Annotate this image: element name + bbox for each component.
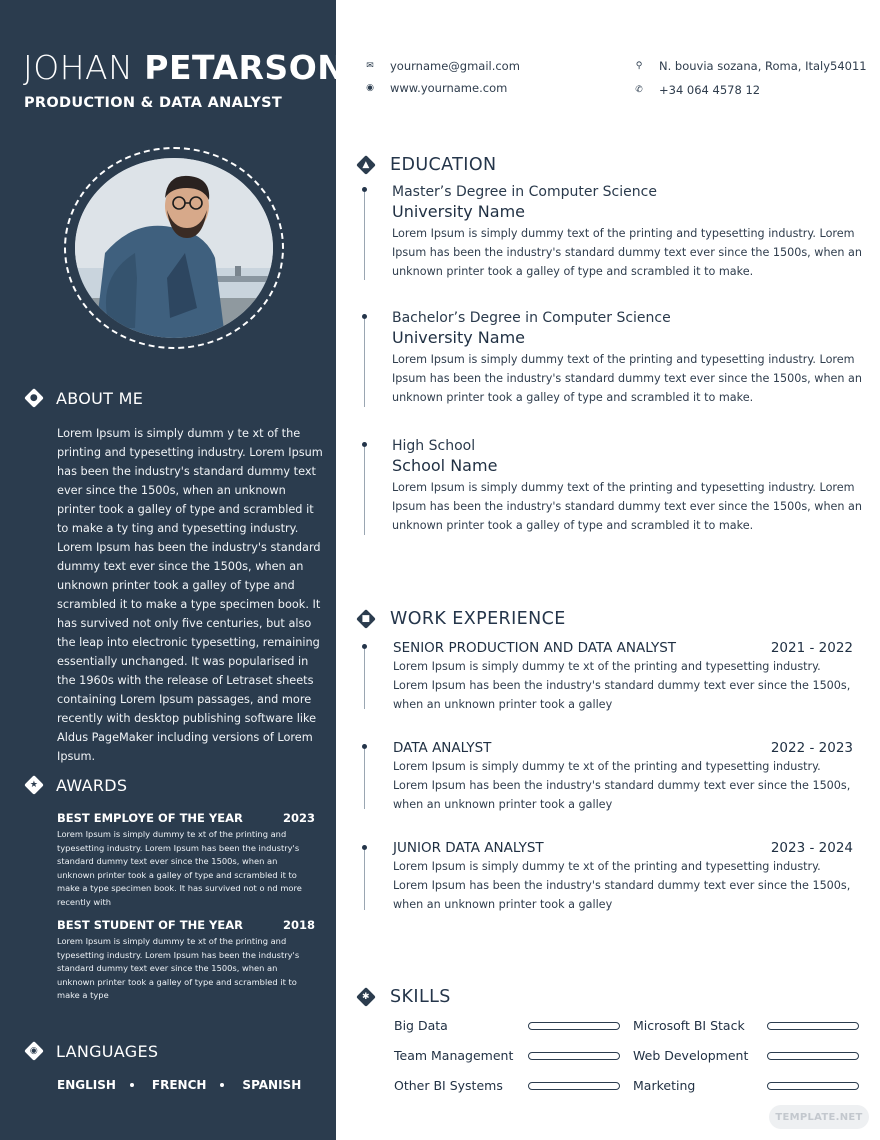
globe-icon: ◉ — [366, 83, 374, 93]
education-item — [392, 184, 870, 281]
languages-heading — [24, 1041, 158, 1061]
skill-item — [394, 1048, 620, 1063]
school-name: School Name — [392, 456, 498, 475]
award-year: 2018 — [282, 918, 315, 932]
education-heading — [356, 155, 497, 175]
job-years: 2021 - 2022 — [770, 640, 853, 656]
experience-title: WORK EXPERIENCE — [390, 609, 566, 629]
degree: Master’s Degree in Computer Science — [392, 184, 657, 200]
award-name: BEST STUDENT OF THE YEAR — [57, 918, 243, 932]
timeline-line — [364, 850, 365, 910]
job-item — [393, 840, 853, 914]
languages-list — [57, 1078, 301, 1092]
profile-photo-illustration — [75, 158, 273, 338]
gear-icon: ✱ — [356, 987, 376, 1007]
awards-title: AWARDS — [56, 775, 128, 795]
candidate-name — [23, 48, 345, 87]
website-text: www.yourname.com — [390, 81, 508, 95]
award-name: BEST EMPLOYE OF THE YEAR — [57, 811, 243, 825]
timeline-line — [364, 749, 365, 809]
about-heading — [24, 388, 143, 408]
email-text: yourname@gmail.com — [390, 59, 520, 73]
contact-phone — [633, 83, 760, 97]
sidebar — [0, 0, 346, 1140]
job-desc: Lorem Ipsum is simply dummy te xt of the printing and typesetting industry. Lorem Ipsum has been the industry's standard dummy text ever since the 1500s, when an unknown printer took a galley — [393, 860, 851, 911]
award-year: 2023 — [282, 811, 315, 825]
award-icon: ★ — [24, 775, 44, 795]
briefcase-icon: ■ — [356, 609, 376, 629]
skill-name: Marketing — [633, 1078, 696, 1093]
education-desc: Lorem Ipsum is simply dummy text of the printing and typesetting industry. Lorem Ipsum has been the industry's standard dummy text ever since the 1500s, when an unknown printer took a galley of type and scrambled it to make. — [392, 481, 863, 532]
skill-name: Team Management — [394, 1048, 514, 1063]
globe-icon: ◉ — [24, 1041, 44, 1061]
contact-website — [364, 81, 507, 95]
school-name: University Name — [392, 328, 525, 347]
skill-item — [394, 1018, 620, 1033]
education-item — [392, 310, 870, 407]
skill-name: Microsoft BI Stack — [633, 1018, 745, 1033]
job-title: PRODUCTION & DATA ANALYST — [24, 95, 283, 111]
timeline-line — [364, 192, 365, 280]
skill-bar — [767, 1022, 859, 1030]
separator-dot — [220, 1083, 224, 1087]
separator-dot — [130, 1083, 134, 1087]
degree: High School — [392, 438, 476, 454]
timeline-line — [364, 447, 365, 535]
education-desc: Lorem Ipsum is simply dummy text of the printing and typesetting industry. Lorem Ipsum has been the industry's standard dummy text ever since the 1500s, when an unknown printer took a galley of type and scrambled it to make. — [392, 353, 863, 404]
skill-name: Big Data — [394, 1018, 448, 1033]
award-item — [57, 811, 315, 910]
education-title: EDUCATION — [390, 155, 497, 175]
envelope-icon: ✉ — [366, 61, 374, 71]
skills-title: SKILLS — [390, 987, 451, 1007]
education-desc: Lorem Ipsum is simply dummy text of the printing and typesetting industry. Lorem Ipsum has been the industry's standard dummy text ever since the 1500s, when an unknown printer took a galley of type and scrambled it to make. — [392, 227, 863, 278]
skill-item — [633, 1018, 859, 1033]
experience-heading — [356, 609, 566, 629]
map-pin-icon: ⚲ — [635, 61, 643, 71]
job-years: 2023 - 2024 — [770, 840, 853, 856]
first-name: JOHAN — [23, 48, 134, 87]
skill-name: Web Development — [633, 1048, 749, 1063]
school-name: University Name — [392, 202, 525, 221]
languages-title: LANGUAGES — [56, 1041, 159, 1061]
education-item — [392, 438, 870, 535]
last-name: PETARSON — [144, 48, 346, 87]
skill-bar — [767, 1082, 859, 1090]
job-position: DATA ANALYST — [393, 740, 492, 756]
job-item — [393, 640, 853, 714]
award-item — [57, 918, 315, 1003]
language-item: FRENCH — [151, 1078, 207, 1092]
contact-address — [633, 59, 867, 73]
skill-bar — [528, 1082, 620, 1090]
phone-text: +34 064 4578 12 — [659, 83, 761, 97]
language-item: SPANISH — [242, 1078, 302, 1092]
watermark: TEMPLATE.NET — [769, 1105, 869, 1129]
skill-item — [394, 1078, 620, 1093]
skills-heading — [356, 987, 451, 1007]
degree: Bachelor’s Degree in Computer Science — [392, 310, 671, 326]
job-position: SENIOR PRODUCTION AND DATA ANALYST — [393, 640, 677, 656]
job-item — [393, 740, 853, 814]
awards-heading — [24, 775, 127, 795]
profile-photo — [75, 158, 273, 338]
award-desc: Lorem Ipsum is simply dummy te xt of the printing and typesetting industry. Lorem Ipsum has been the industry's standard dummy text ever since the 1500s, when an unknown printer took a galley of type and scrambled it to make a type specimen book. It has survived not o nd more recently with — [57, 829, 302, 907]
timeline-line — [364, 319, 365, 407]
address-text: N. bouvia sozana, Roma, Italy54011 — [659, 59, 867, 73]
skill-bar — [528, 1052, 620, 1060]
person-icon: ● — [24, 388, 44, 408]
skill-bar — [767, 1052, 859, 1060]
contact-email — [364, 59, 520, 73]
skill-name: Other BI Systems — [394, 1078, 503, 1093]
graduation-cap-icon: ▲ — [356, 155, 376, 175]
job-years: 2022 - 2023 — [770, 740, 853, 756]
job-position: JUNIOR DATA ANALYST — [393, 840, 544, 856]
about-title: ABOUT ME — [56, 388, 144, 408]
language-item: ENGLISH — [57, 1078, 116, 1092]
about-text: Lorem Ipsum is simply dumm y te xt of the printing and typesetting industry. Lorem Ipsum has been the industry's standard dummy text ever since the 1500s, when an unknown printer took a galley of type and scrambled it to make a ty ting and typesetting industry. Lorem Ipsum has been the industry's standard dummy text ever since the 1500s, when an unknown printer took a galley of type and scrambled it to make a type specimen book. It has survived not only five centuries, but also the leap into electronic typesetting, remaining essentially unchanged. It was popularised in the 1960s with the release of Letraset sheets containing Lorem Ipsum passages, and more recently with desktop publishing software like Aldus PageMaker including versions of Lorem Ipsum. — [57, 427, 323, 763]
skill-bar — [528, 1022, 620, 1030]
skill-item — [633, 1078, 859, 1093]
skill-item — [633, 1048, 859, 1063]
job-desc: Lorem Ipsum is simply dummy te xt of the printing and typesetting industry. Lorem Ipsum has been the industry's standard dummy text ever since the 1500s, when an unknown printer took a galley — [393, 660, 851, 711]
timeline-line — [364, 649, 365, 709]
phone-icon: ✆ — [635, 85, 643, 95]
job-desc: Lorem Ipsum is simply dummy te xt of the printing and typesetting industry. Lorem Ipsum has been the industry's standard dummy text ever since the 1500s, when an unknown printer took a galley — [393, 760, 851, 811]
award-desc: Lorem Ipsum is simply dummy te xt of the printing and typesetting industry. Lorem Ipsum has been the industry's standard dummy text ever since the 1500s, when an unknown printer took a galley of type and scrambled it to make a type — [57, 936, 300, 1001]
